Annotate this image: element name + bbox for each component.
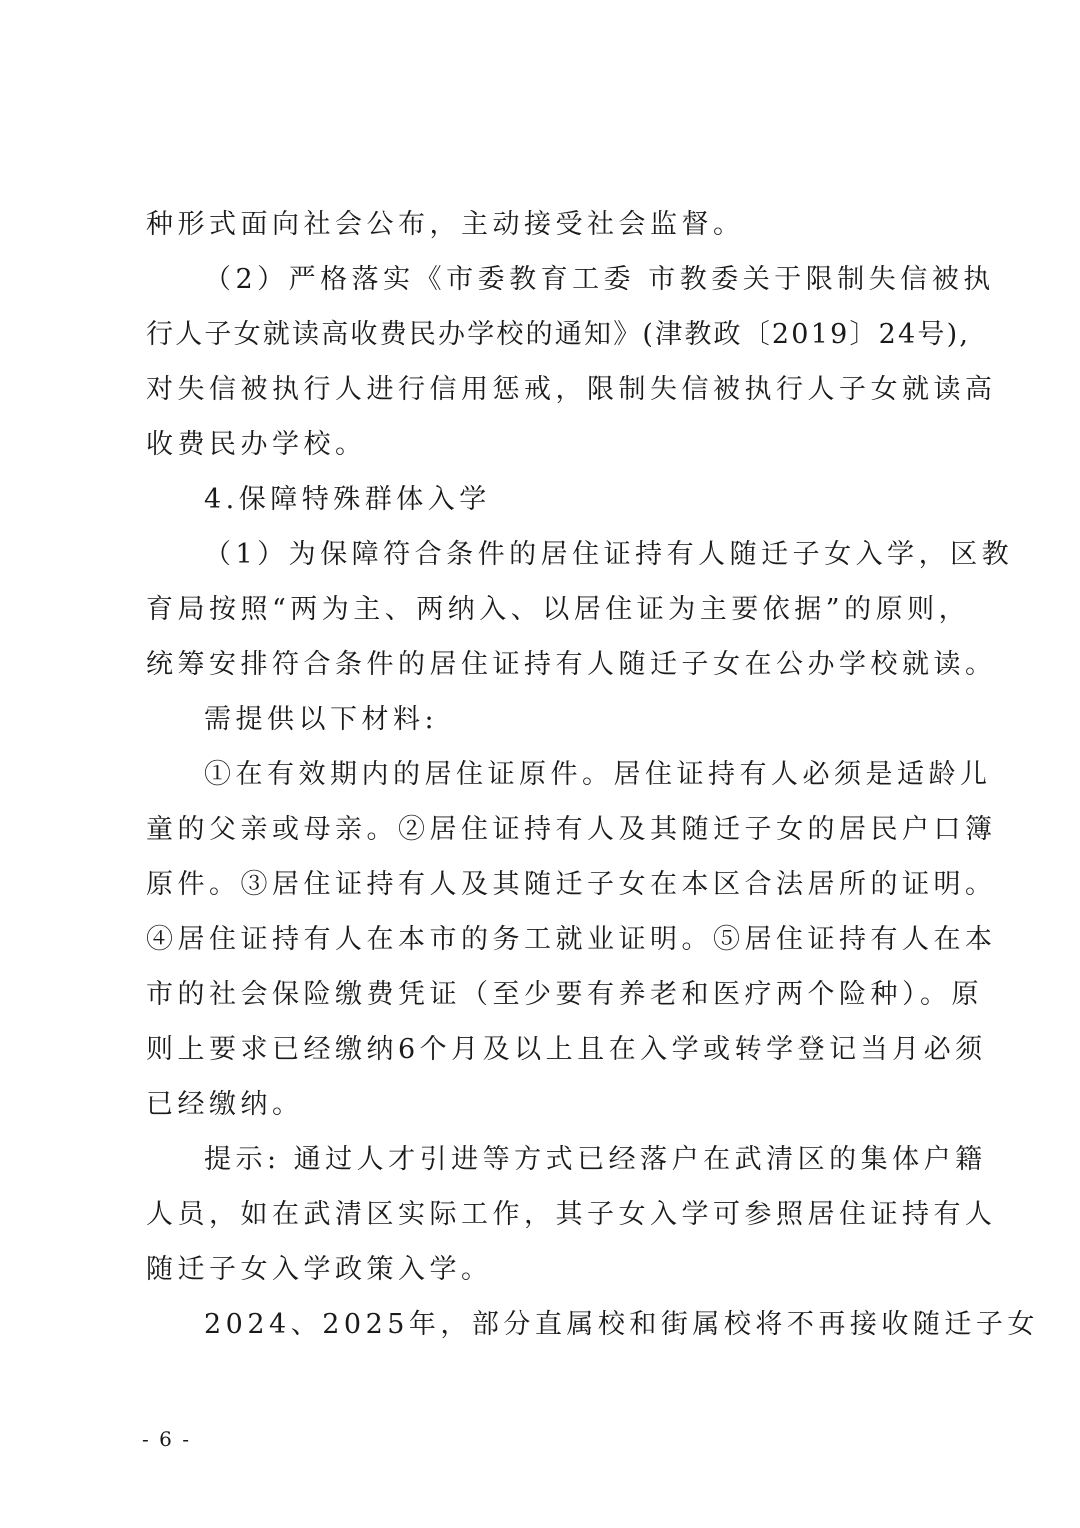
section-heading: 4.保障特殊群体入学 [204,484,491,515]
text-line: 2024、2025年，部分直属校和街属校将不再接收随迁子女 [204,1309,1039,1340]
text-line: 童的父亲或母亲。②居住证持有人及其随迁子女的居民户口簿 [146,814,997,845]
text-line: 提示: 通过人才引进等方式已经落户在武清区的集体户籍 [204,1144,987,1175]
text-line: 收费民办学校。 [146,429,367,460]
text-line: （1）为保障符合条件的居住证持有人随迁子女入学，区教 [204,539,1014,570]
text-line: 育局按照“两为主、两纳入、以居住证为主要依据”的原则， [146,594,971,625]
text-line: 市的社会保险缴费凭证（至少要有养老和医疗两个险种）。原 [146,979,983,1010]
text-line: 已经缴纳。 [146,1089,304,1120]
text-line: 原件。③居住证持有人及其随迁子女在本区合法居所的证明。 [146,869,997,900]
text-line: ①在有效期内的居住证原件。居住证持有人必须是适龄儿 [204,759,992,790]
text-line: 随迁子女入学政策入学。 [146,1254,493,1285]
text-line: 种形式面向社会公布，主动接受社会监督。 [146,209,745,240]
text-line: （2）严格落实《市委教育工委 市教委关于限制失信被执 [204,264,995,295]
text-line: 则上要求已经缴纳6个月及以上且在入学或转学登记当月必须 [146,1034,987,1065]
text-line: ④居住证持有人在本市的务工就业证明。⑤居住证持有人在本 [146,924,997,955]
text-line: 人员，如在武清区实际工作，其子女入学可参照居住证持有人 [146,1199,997,1230]
text-line: 需提供以下材料: [204,704,439,735]
page-number: - 6 - [142,1427,191,1451]
text-line: 统筹安排符合条件的居住证持有人随迁子女在公办学校就读。 [146,649,997,680]
text-line: 行人子女就读高收费民办学校的通知》(津教政〔2019〕24号), [146,319,971,350]
text-line: 对失信被执行人进行信用惩戒，限制失信被执行人子女就读高 [146,374,997,405]
